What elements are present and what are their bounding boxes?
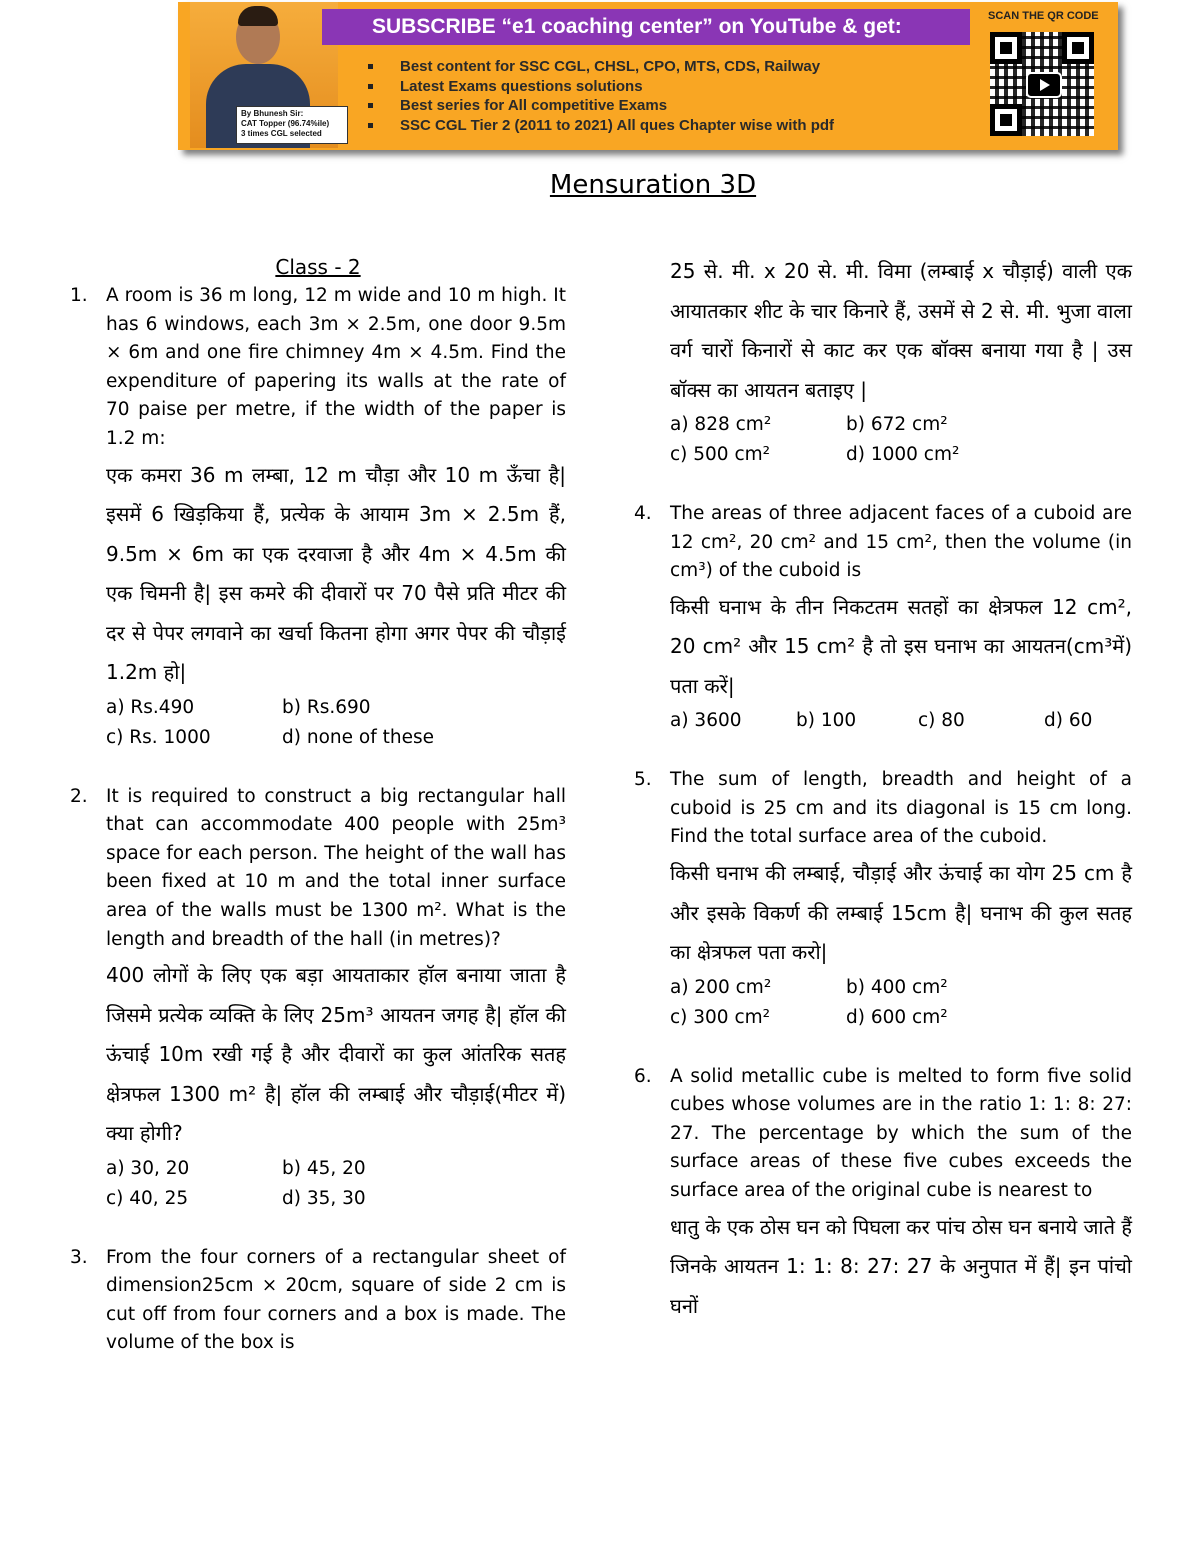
tutor-caption: [236, 106, 348, 144]
options: [70, 1154, 566, 1214]
question-body: The areas of three adjacent faces of a cuboid are 12 cm², 20 cm² and 15 cm², then the volume (in cm³) of the cuboid is: [670, 503, 1132, 582]
options: [70, 693, 566, 753]
question-5: [634, 766, 1132, 1032]
question-1: [70, 282, 566, 753]
question-body: From the four corners of a rectangular sheet of dimension25cm × 20cm, square of side 2 cm is cut off from four corners and a box is made. The volume of the box is: [106, 1246, 566, 1354]
question-text-hi: 400 लोगों के लिए एक बड़ा आयताकार हॉल बनाया जाता है जिसमे प्रत्येक व्यक्ति के लिए 25m³ आयतन जगह है| हॉल की ऊंचाई 10m रखी गई है और दीवारों का कुल आंतरिक सतह क्षेत्रफल 1300 m² है| हॉल की लम्बाई और चौड़ाई(मीटर में) क्या होगी?: [106, 963, 566, 1146]
tutor-caption-line: By Bhunesh Sir:: [241, 109, 304, 118]
benefit-item: Latest Exams questions solutions: [368, 77, 834, 97]
option-b: b) Rs.690: [282, 696, 371, 718]
qr-finder: [1062, 32, 1094, 64]
question-body: It is required to construct a big rectangular hall that can accommodate 400 people with 25m³ space for each person. The height of the wall has been fixed at 10 m and the total inner surface area of the walls must be 1300 m². What is the length and breadth of the hall (in metres)?: [106, 785, 566, 950]
question-number: 4.: [634, 503, 652, 524]
tutor-caption-line: CAT Topper (96.74%ile): [241, 119, 330, 128]
question-6: [634, 1063, 1132, 1326]
question-text-en: [70, 783, 566, 955]
left-column: [70, 252, 566, 1358]
benefit-item: SSC CGL Tier 2 (2011 to 2021) All ques Chapter wise with pdf: [368, 116, 834, 136]
question-text-hi: एक कमरा 36 m लम्बा, 12 m चौड़ा और 10 m ऊँचा है| इसमें 6 खिड़किया हैं, प्रत्येक के आयाम 3m × 2.5m हैं, 9.5m × 6m का एक दरवाजा है और 4m × 4.5m की एक चिमनी है| इस कमरे की दीवारों पर 70 पैसे प्रति मीटर की दर से पेपर लगवाने का खर्चा कितना होगा अगर पेपर की चौड़ाई 1.2m हो|: [106, 462, 566, 685]
question-number: 2.: [70, 785, 88, 807]
qr-code[interactable]: [990, 32, 1094, 136]
question-text-en: [70, 1244, 566, 1358]
youtube-play-icon: [1026, 72, 1062, 98]
qr-finder: [990, 104, 1022, 136]
question-body: A solid metallic cube is melted to form five solid cubes whose volumes are in the ratio 1: 1: 8: 27: 27. The percentage by which the sum of the surface areas of these five cubes exceeds the surface area of the original cube is nearest to: [670, 1065, 1132, 1201]
options: [634, 706, 1132, 736]
question-text-hi: धातु के एक ठोस घन को पिघला कर पांच ठोस घन बनाये जाते हैं जिनके आयतन 1: 1: 8: 27: 27 के अनुपात में हैं| इन पांचो घनों: [670, 1214, 1132, 1318]
question-3: [70, 1244, 566, 1358]
question-text-en: [634, 766, 1132, 852]
option-d: d) none of these: [282, 726, 434, 748]
option-a: a) Rs.490: [106, 696, 195, 718]
right-column: [634, 252, 1132, 1326]
option-d: d) 60: [1044, 710, 1093, 732]
option-d: d) 35, 30: [282, 1187, 366, 1209]
question-text-hi: किसी घनाभ के तीन निकटतम सतहों का क्षेत्रफल 12 cm², 20 cm² और 15 cm² है तो इस घनाभ का आयतन(cm³में) पता करें|: [670, 594, 1132, 698]
qr-finder: [990, 32, 1022, 64]
option-c: c) 500 cm²: [670, 444, 771, 465]
option-b: b) 100: [796, 710, 857, 732]
option-a: a) 828 cm²: [670, 414, 772, 435]
benefit-item: Best content for SSC CGL, CHSL, CPO, MTS, CDS, Railway: [368, 57, 834, 77]
tutor-caption-line: 3 times CGL selected: [241, 129, 322, 138]
option-a: a) 3600: [670, 710, 742, 732]
qr-label: SCAN THE QR CODE: [988, 10, 1099, 22]
question-text-en: [634, 1063, 1132, 1206]
options: [634, 410, 1132, 470]
tutor-photo: [190, 2, 338, 148]
question-number: 3.: [70, 1246, 88, 1268]
question-text-en: [70, 282, 566, 454]
option-b: b) 400 cm²: [846, 976, 948, 998]
question-3-text-hi: 25 से. मी. x 20 से. मी. विमा (लम्बाई x चौड़ाई) वाली एक आयातकार शीट के चार किनारे हैं, उसमें से 2 से. मी. भुजा वाला वर्ग चारों किनारों से काट कर एक बॉक्स बनाया गया है | उस बॉक्स का आयतन बताइए |: [670, 259, 1132, 402]
option-c: c) 80: [918, 710, 965, 732]
option-a: a) 200 cm²: [670, 976, 772, 998]
question-number: 5.: [634, 769, 652, 791]
promo-banner: [178, 2, 1118, 150]
page-title: Mensuration 3D: [549, 170, 757, 200]
question-body: A room is 36 m long, 12 m wide and 10 m high. It has 6 windows, each 3m × 2.5m, one door 9.5m × 6m and one fire chimney 4m × 4.5m. Find the expenditure of papering its walls at the rate of 70 paise per metre, if the width of the paper is 1.2 m:: [106, 285, 566, 449]
question-number: 1.: [70, 285, 88, 306]
option-c: c) 40, 25: [106, 1187, 189, 1209]
question-text-hi: किसी घनाभ की लम्बाई, चौड़ाई और ऊंचाई का योग 25 cm है और इसके विकर्ण की लम्बाई 15cm है| घनाभ की कुल सतह का क्षेत्रफल पता करो|: [670, 861, 1132, 965]
option-b: b) 672 cm²: [846, 414, 948, 435]
option-a: a) 30, 20: [106, 1157, 190, 1179]
option-d: d) 1000 cm²: [846, 444, 960, 465]
question-2: [70, 783, 566, 1214]
option-c: c) 300 cm²: [670, 1006, 771, 1028]
class-title: Class - 2: [275, 255, 361, 279]
question-body: The sum of length, breadth and height of a cuboid is 25 cm and its diagonal is 15 cm long. Find the total surface area of the cuboid.: [670, 769, 1132, 848]
option-b: b) 45, 20: [282, 1157, 366, 1179]
tutor-hair: [238, 6, 278, 26]
benefit-list: [368, 57, 834, 135]
option-d: d) 600 cm²: [846, 1006, 948, 1028]
option-c: c) Rs. 1000: [106, 726, 211, 748]
question-number: 6.: [634, 1065, 652, 1087]
options: [634, 973, 1132, 1033]
question-4: [634, 500, 1132, 736]
subscribe-heading[interactable]: SUBSCRIBE “e1 coaching center” on YouTube & get:: [322, 9, 970, 45]
benefit-item: Best series for All competitive Exams: [368, 96, 834, 116]
question-text-en: [634, 500, 1132, 586]
